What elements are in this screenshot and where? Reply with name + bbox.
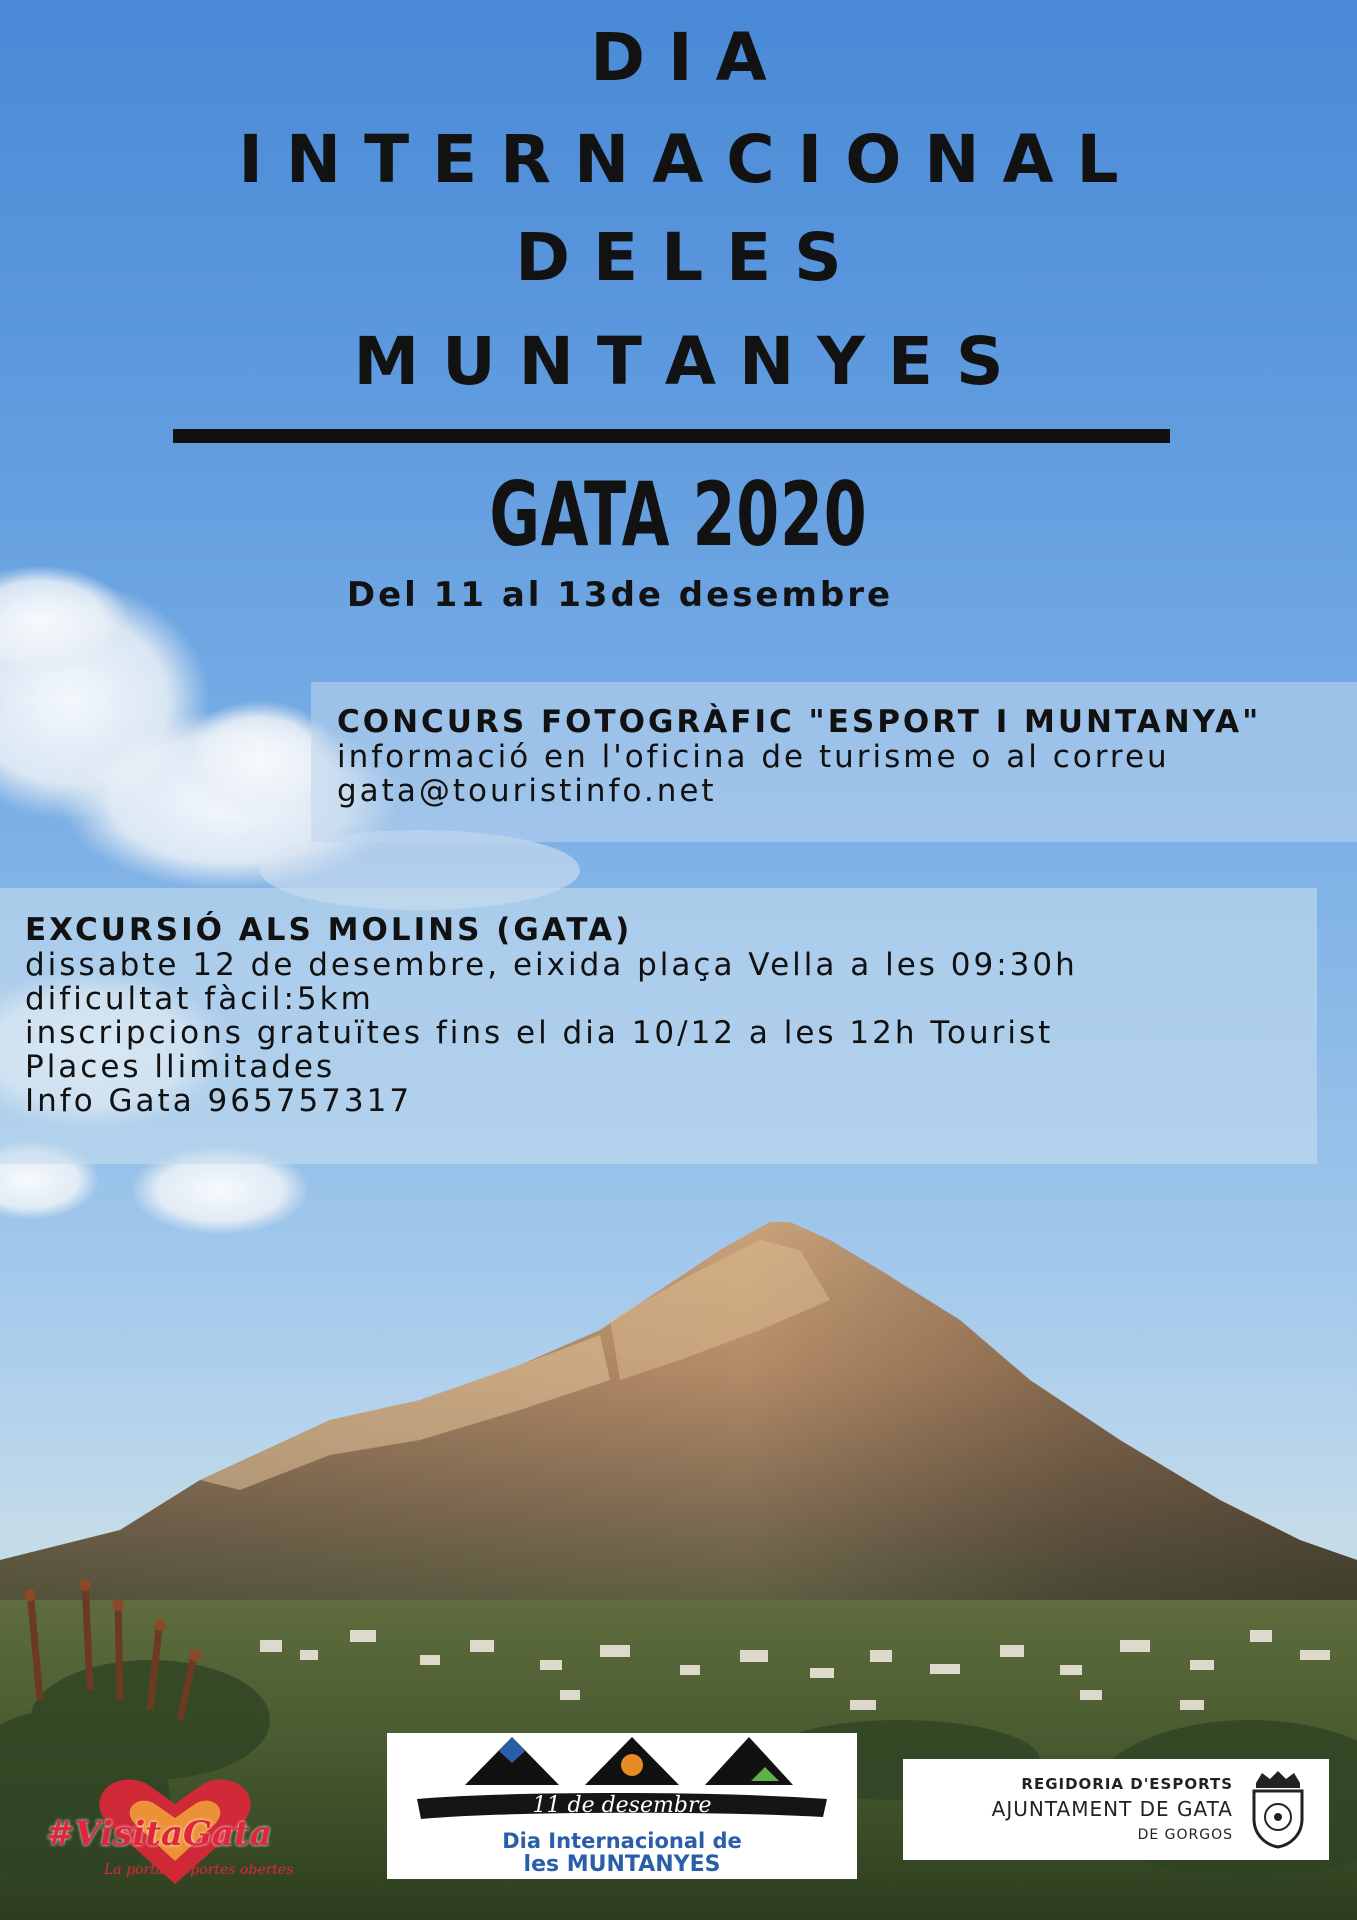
contest-panel xyxy=(311,682,1357,842)
council-line3: DE GORGOS xyxy=(1137,1827,1233,1843)
title-line-3: D E L E S xyxy=(515,219,842,296)
mountain-day-line1: Dia Internacional de xyxy=(502,1829,742,1853)
council-line2: AJUNTAMENT DE GATA xyxy=(991,1797,1233,1821)
title-line-2: I N T E R N A C I O N A L xyxy=(238,121,1119,198)
excursion-registration: inscripcions gratuïtes fins el dia 10/12 a les 12h Tourist xyxy=(25,1015,1054,1051)
contest-title: CONCURS FOTOGRÀFIC "ESPORT I MUNTANYA" xyxy=(337,704,1262,740)
excursion-date: dissabte 12 de desembre, eixida plaça Vella a les 09:30h xyxy=(25,947,1078,983)
visitagata-tagline: La porta de portes obertes xyxy=(104,1862,294,1878)
mountain-day-line2: les MUNTANYES xyxy=(523,1852,721,1877)
contest-email[interactable]: gata@touristinfo.net xyxy=(337,773,717,809)
visitagata-logo xyxy=(40,1766,310,1896)
council-logo xyxy=(903,1759,1329,1860)
excursion-panel xyxy=(0,888,1317,1164)
title-divider xyxy=(173,429,1170,443)
excursion-phone: Info Gata 965757317 xyxy=(25,1083,413,1119)
title-line-4: M U N T A N Y E S xyxy=(353,323,1004,400)
excursion-places: Places llimitades xyxy=(25,1049,336,1085)
mountain-day-logo xyxy=(387,1733,857,1879)
contest-info: informació en l'oficina de turisme o al correu xyxy=(337,739,1170,775)
mountain-day-date: 11 de desembre xyxy=(532,1793,712,1818)
visitagata-hashtag: #VisitaGata xyxy=(46,1814,272,1854)
coat-of-arms-icon xyxy=(1248,1769,1308,1849)
title-line-1: D I A xyxy=(590,19,767,96)
council-line1: REGIDORIA D'ESPORTS xyxy=(1021,1775,1233,1793)
event-name: GATA 2020 xyxy=(489,463,868,566)
event-dates: Del 11 al 13de desembre xyxy=(346,575,894,615)
excursion-difficulty: dificultat fàcil:5km xyxy=(25,981,374,1017)
excursion-title: EXCURSIÓ ALS MOLINS (GATA) xyxy=(25,912,633,948)
